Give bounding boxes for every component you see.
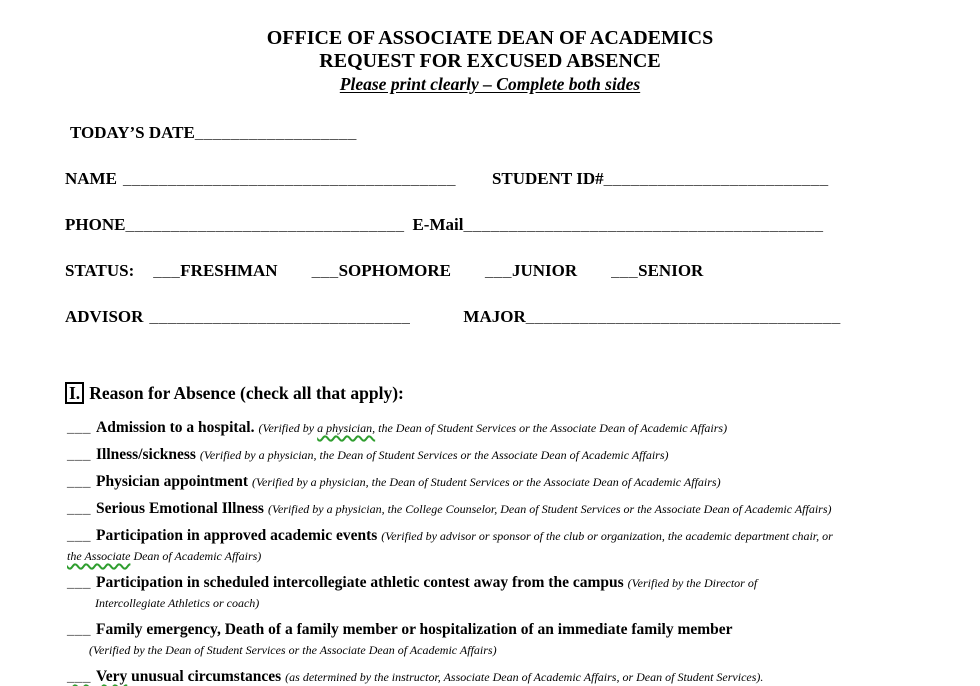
todays-date-label: TODAY’S DATE <box>70 123 195 142</box>
reason-item-note: (Verified by a physician, the College Counselor, Dean of Student Services or the Associate Dean of Academic Affairs) <box>267 502 832 516</box>
note-text: the Dean of Student Services or the Associate Dean of Academic Affairs) <box>375 421 728 435</box>
reason-item-title: Illness/sickness <box>96 446 196 463</box>
status-label: STATUS: <box>65 261 135 280</box>
status-sophomore-blank[interactable]: ___ <box>311 261 339 280</box>
phone-row <box>65 214 940 235</box>
title-line-1: OFFICE OF ASSOCIATE DEAN OF ACADEMICS <box>266 27 714 49</box>
reason-item-note: (Verified by a physician, the Dean of Student Services or the Associate Dean of Academic Affairs) <box>252 475 721 489</box>
reason-item-physician-appointment <box>65 472 962 492</box>
reason-item-emotional-illness <box>65 499 962 519</box>
spellcheck-squiggle: the Associate <box>67 549 131 563</box>
reason-item-note-continuation: Intercollegiate Athletics or coach) <box>95 596 260 610</box>
status-junior-blank[interactable]: ___ <box>484 261 512 280</box>
email-blank[interactable]: ________________________________________ <box>463 215 824 234</box>
reason-item-title: Very <box>96 668 128 685</box>
reason-item-illness <box>65 445 962 465</box>
section-reason-for-absence <box>65 382 962 686</box>
advisor-label: ADVISOR <box>65 307 144 326</box>
reason-item-hospital-admission <box>65 418 962 438</box>
reason-item-title: Participation in approved academic events <box>96 527 378 544</box>
status-senior-blank[interactable]: ___ <box>611 261 639 280</box>
major-blank[interactable]: ___________________________________ <box>525 307 841 326</box>
reason-item-title: Physician appointment <box>96 473 249 490</box>
spellcheck-squiggle: a physician, <box>317 421 376 435</box>
todays-date-row <box>65 122 940 143</box>
reason-checkbox-blank[interactable]: ___ <box>67 669 91 685</box>
status-freshman-blank[interactable]: ___ <box>153 261 181 280</box>
document-header <box>0 0 980 96</box>
reason-item-unusual-circumstances <box>65 667 962 686</box>
reason-item-title: Serious Emotional Illness <box>96 500 264 517</box>
todays-date-blank[interactable]: __________________ <box>194 123 357 142</box>
title-line-2: REQUEST FOR EXCUSED ABSENCE <box>319 50 661 72</box>
form-fields <box>65 122 940 327</box>
section-numeral: I. <box>69 383 81 403</box>
reason-item-note: (Verified by advisor or sponsor of the club or organization, the academic department chair, or <box>381 529 833 543</box>
reason-checkbox-blank[interactable]: ___ <box>67 447 91 463</box>
phone-blank[interactable]: _______________________________ <box>125 215 405 234</box>
name-blank[interactable]: _____________________________________ <box>122 169 456 188</box>
status-option-junior <box>485 261 577 280</box>
reason-item-note <box>258 421 727 435</box>
status-senior-label: SENIOR <box>638 261 704 280</box>
status-junior-label: JUNIOR <box>511 261 578 280</box>
email-label: E-Mail <box>412 215 464 234</box>
advisor-row <box>65 306 940 327</box>
section-numeral-box <box>65 382 84 404</box>
status-option-sophomore <box>312 261 451 280</box>
reason-checkbox-blank[interactable]: ___ <box>67 622 91 638</box>
reason-item-title: Family emergency, Death of a family member or hospitalization of an immediate family member <box>96 621 733 638</box>
status-option-freshman <box>153 261 277 280</box>
reason-item-note: (Verified by the Director of <box>627 576 758 590</box>
spellcheck-squiggle <box>67 668 127 685</box>
reason-item-note-continuation <box>67 549 261 563</box>
reason-item-title: Participation in scheduled intercollegiate athletic contest away from the campus <box>96 574 624 591</box>
reason-checkbox-blank[interactable]: ___ <box>67 474 91 490</box>
reason-item-athletic-contest <box>65 573 962 613</box>
title-line-3: Please print clearly – Complete both sides <box>339 74 641 94</box>
reason-item-academic-events <box>65 526 962 566</box>
reason-item-title-rest: unusual circumstances <box>127 668 282 685</box>
reason-item-note: (Verified by a physician, the Dean of Student Services or the Associate Dean of Academic Affairs) <box>199 448 669 462</box>
status-freshman-label: FRESHMAN <box>180 261 278 280</box>
advisor-blank[interactable]: _____________________________ <box>149 307 411 326</box>
reason-checkbox-blank[interactable]: ___ <box>67 420 91 436</box>
phone-label: PHONE <box>65 215 126 234</box>
major-label: MAJOR <box>463 307 526 326</box>
section-heading-row <box>65 382 962 404</box>
name-row <box>65 168 940 189</box>
name-label: NAME <box>65 169 117 188</box>
reason-checkbox-blank[interactable]: ___ <box>67 575 91 591</box>
student-id-label: STUDENT ID# <box>491 169 604 188</box>
note-text: (Verified by <box>258 421 318 435</box>
reason-item-note-continuation: (Verified by the Dean of Student Services or the Associate Dean of Academic Affairs) <box>89 643 497 657</box>
reason-item-note: (as determined by the instructor, Associate Dean of Academic Affairs, or Dean of Student Services). <box>285 670 764 684</box>
section-heading: Reason for Absence (check all that apply): <box>89 383 404 403</box>
status-sophomore-label: SOPHOMORE <box>338 261 451 280</box>
note-text: Dean of Academic Affairs) <box>130 549 262 563</box>
reason-checkbox-blank[interactable]: ___ <box>67 501 91 517</box>
reason-item-title: Admission to a hospital. <box>96 419 255 436</box>
status-option-senior <box>611 261 703 280</box>
student-id-blank[interactable]: _________________________ <box>603 169 829 188</box>
reason-item-family-emergency <box>65 620 962 660</box>
reason-checkbox-blank[interactable]: ___ <box>67 528 91 544</box>
status-row <box>65 260 940 281</box>
